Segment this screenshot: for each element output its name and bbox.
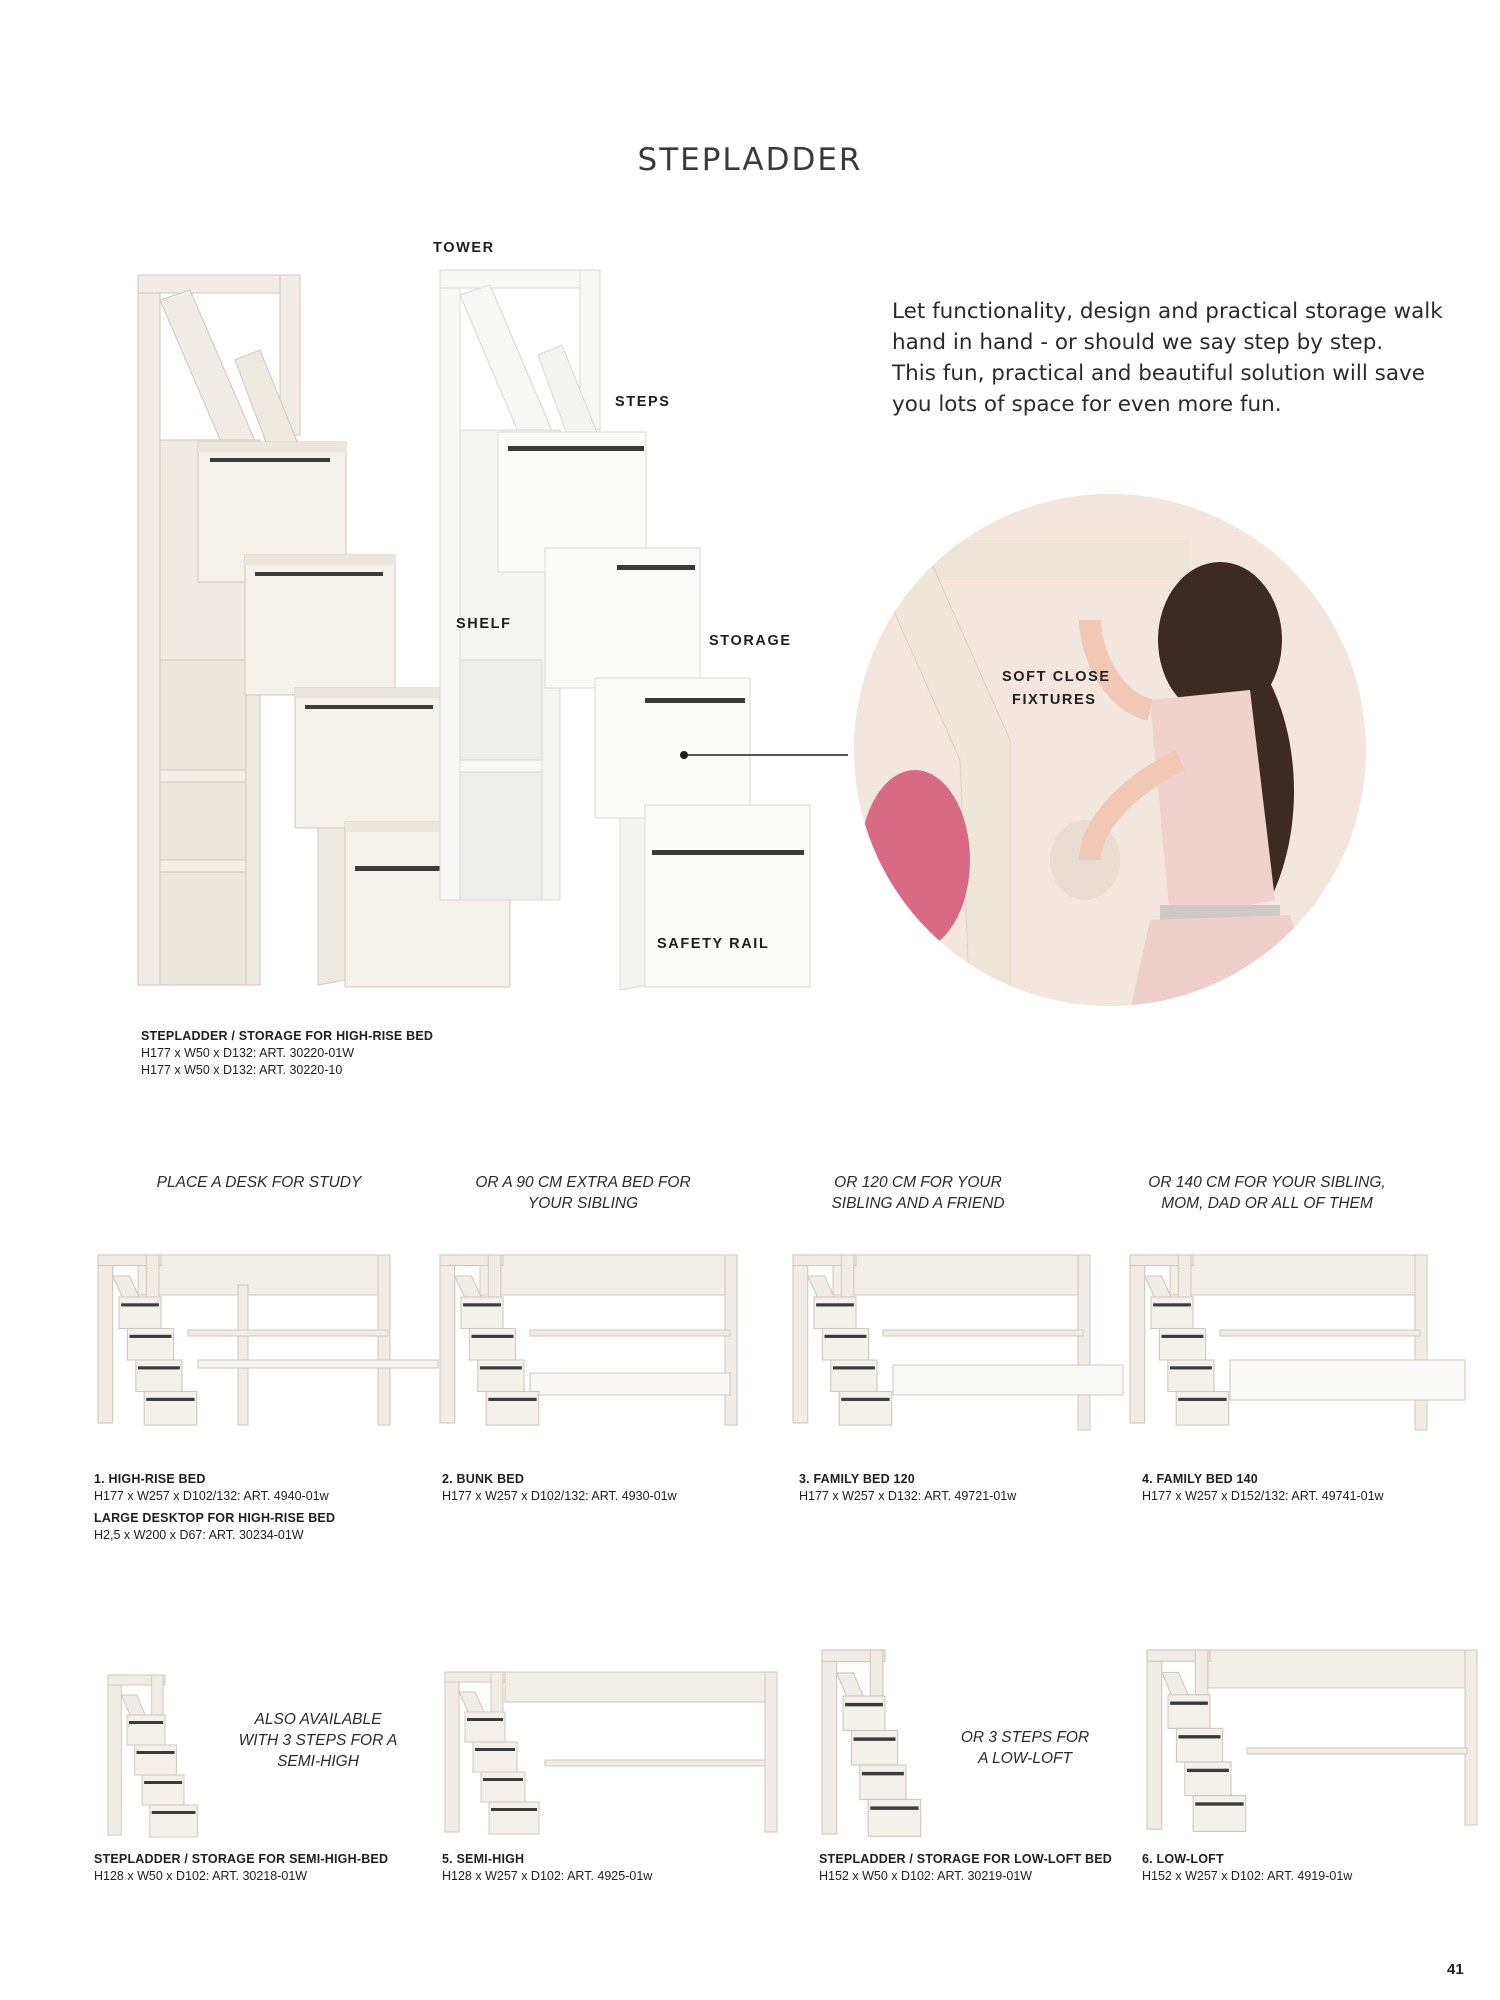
- spec-line: H177 x W257 x D132: ART. 49721-01w: [799, 1489, 1017, 1503]
- callout-soft-close-1: SOFT CLOSE: [1002, 669, 1111, 685]
- page-number: 41: [1447, 1961, 1464, 1978]
- high-rise-bed-image: [98, 1255, 438, 1425]
- caption-line: WITH 3 STEPS FOR A: [238, 1732, 398, 1749]
- intro-line: hand in hand - or should we say step by step.: [892, 330, 1384, 355]
- caption-desk: [94, 1172, 424, 1193]
- family-bed-120-image: [793, 1255, 1123, 1430]
- spec-family-bed-140: [1142, 1471, 1384, 1505]
- spec-line: H177 x W257 x D102/132: ART. 4930-01w: [442, 1489, 677, 1503]
- bunk-bed-image: [440, 1255, 737, 1425]
- caption-semi-high: [208, 1709, 428, 1772]
- caption-line: SEMI-HIGH: [277, 1753, 359, 1770]
- spec-heading: LARGE DESKTOP FOR HIGH-RISE BED: [94, 1511, 336, 1525]
- callout-soft-close-2: FIXTURES: [1012, 692, 1097, 708]
- spec-line: H177 x W257 x D152/132: ART. 49741-01w: [1142, 1489, 1384, 1503]
- callout-tower: TOWER: [433, 240, 495, 256]
- spec-line: H128 x W257 x D102: ART. 4925-01w: [442, 1869, 653, 1883]
- spec-stepladder-low-loft: [819, 1851, 1112, 1885]
- caption-line: OR A 90 CM EXTRA BED FOR: [475, 1174, 691, 1191]
- caption-line: A LOW-LOFT: [978, 1750, 1072, 1767]
- spec-stepladder-semi-high: [94, 1851, 388, 1885]
- caption-120: [753, 1172, 1083, 1214]
- intro-line: you lots of space for even more fun.: [892, 392, 1282, 417]
- spec-line: H128 x W50 x D102: ART. 30218-01W: [94, 1869, 308, 1883]
- spec-semi-high: [442, 1851, 652, 1885]
- spec-line: H177 x W50 x D132: ART. 30220-01W: [141, 1046, 355, 1060]
- caption-line: YOUR SIBLING: [527, 1195, 639, 1212]
- spec-heading: 2. BUNK BED: [442, 1472, 525, 1486]
- spec-family-bed-120: [799, 1471, 1016, 1505]
- spec-heading: 5. SEMI-HIGH: [442, 1852, 525, 1866]
- spec-heading: 1. HIGH-RISE BED: [94, 1472, 206, 1486]
- spec-heading: 6. LOW-LOFT: [1142, 1852, 1224, 1866]
- spec-heading: 3. FAMILY BED 120: [799, 1472, 915, 1486]
- caption-line: OR 3 STEPS FOR: [960, 1729, 1090, 1746]
- caption-line: PLACE A DESK FOR STUDY: [156, 1174, 362, 1191]
- spec-heading: STEPLADDER / STORAGE FOR SEMI-HIGH-BED: [94, 1852, 389, 1866]
- caption-140: [1102, 1172, 1432, 1214]
- low-loft-bed-image: [1147, 1650, 1477, 1831]
- caption-low-loft: [915, 1727, 1135, 1769]
- stepladder-semi-high-image: [108, 1675, 197, 1837]
- caption-line: OR 140 CM FOR YOUR SIBLING,: [1148, 1174, 1386, 1191]
- family-bed-140-image: [1130, 1255, 1465, 1430]
- soft-close-photo: [850, 490, 1370, 1010]
- spec-line: H177 x W257 x D102/132: ART. 4940-01w: [94, 1489, 329, 1503]
- spec-line: H177 x W50 x D132: ART. 30220-10: [141, 1063, 343, 1077]
- callout-shelf: SHELF: [456, 616, 512, 632]
- callout-safety-rail: SAFETY RAIL: [657, 936, 770, 952]
- spec-bunk-bed: [442, 1471, 677, 1505]
- spec-low-loft: [1142, 1851, 1352, 1885]
- stepladder-low-loft-image: [822, 1650, 921, 1836]
- caption-line: ALSO AVAILABLE: [254, 1711, 382, 1728]
- callout-storage: STORAGE: [709, 633, 792, 649]
- spec-heading: STEPLADDER / STORAGE FOR LOW-LOFT BED: [819, 1852, 1113, 1866]
- hero-spec: [141, 1028, 433, 1079]
- caption-extra-bed: [418, 1172, 748, 1214]
- spec-heading: 4. FAMILY BED 140: [1142, 1472, 1258, 1486]
- callout-steps: STEPS: [615, 394, 671, 410]
- page-title: STEPLADDER: [637, 142, 863, 178]
- caption-line: SIBLING AND A FRIEND: [831, 1195, 1005, 1212]
- spec-high-rise-bed: [94, 1471, 335, 1544]
- intro-line: Let functionality, design and practical storage walk: [892, 299, 1443, 324]
- caption-line: OR 120 CM FOR YOUR: [834, 1174, 1002, 1191]
- intro-paragraph: [892, 296, 1452, 420]
- spec-line: H152 x W257 x D102: ART. 4919-01w: [1142, 1869, 1353, 1883]
- semi-high-bed-image: [445, 1672, 777, 1834]
- spec-line: H152 x W50 x D102: ART. 30219-01W: [819, 1869, 1033, 1883]
- spec-line: H2,5 x W200 x D67: ART. 30234-01W: [94, 1528, 304, 1542]
- spec-heading: STEPLADDER / STORAGE FOR HIGH-RISE BED: [141, 1029, 434, 1043]
- intro-line: This fun, practical and beautiful solution will save: [892, 361, 1425, 386]
- caption-line: MOM, DAD OR ALL OF THEM: [1161, 1195, 1373, 1212]
